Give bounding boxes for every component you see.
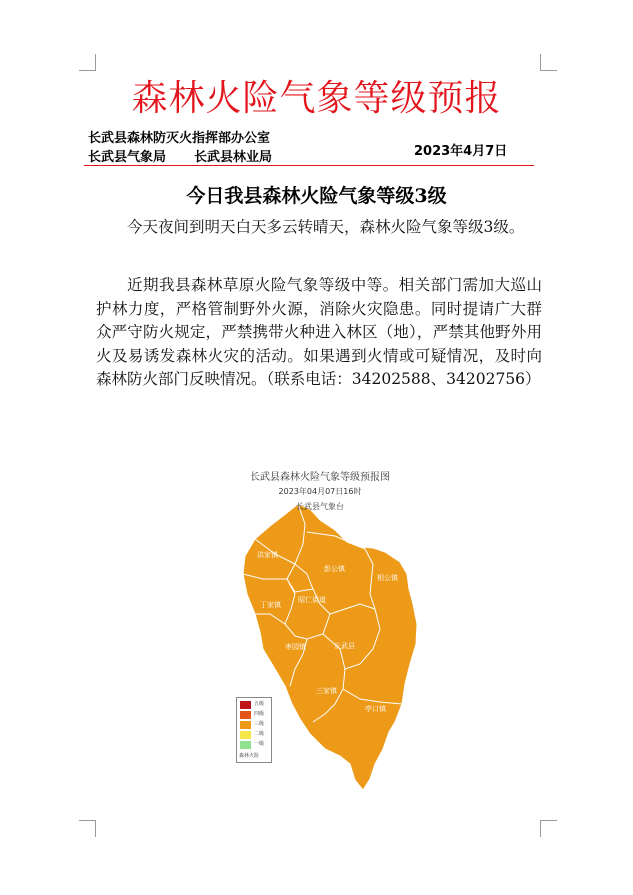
paragraph-forecast: 今天夜间到明天白天多云转晴天，森林火险气象等级3级。 [127,218,525,236]
issuer-forestry-bureau: 长武县林业局 [194,150,273,165]
crop-mark-bottom-right [540,820,557,837]
town-label-zaoyuan: 枣园镇 [285,643,306,651]
legend-label: 三级 [254,721,265,727]
map-legend [236,697,272,763]
crop-mark-top-left [79,54,96,71]
legend-label: 五级 [254,701,265,707]
legend-item [240,701,270,709]
headline: 今日我县森林火险气象等级3级 [186,185,447,207]
legend-item [240,741,270,749]
crop-mark-bottom-left [79,820,96,837]
town-label-changwu: 长武县 [334,642,355,650]
legend-item [240,721,270,729]
town-label-dingjia: 丁家镇 [260,601,281,609]
legend-swatch [240,701,251,709]
map-agency: 长武县气象台 [296,502,344,511]
issuer-line-1: 长武县森林防灭火指挥部办公室 [88,131,271,146]
paragraph-advisory: 近期我县森林草原火险气象等级中等。相关部门需加大巡山护林力度，严格管制野外火源，消除火灾隐患。同时提请广大群众严守防火规定，严禁携带火种进入林区（地），严禁其他野外用火及易诱发森林火灾的活动。如果遇到火情或可疑情况，及时向森林防火部门反映情况。（联系电话：34202588、34202756） [96,276,542,388]
document-title: 森林火险气象等级预报 [131,78,502,119]
fire-risk-map [195,464,445,804]
map-time: 2023年04月07日16时 [278,487,362,496]
crop-mark-top-right [540,54,557,71]
issuer-line-2 [88,146,300,165]
legend-swatch [240,741,251,749]
legend-label: 二级 [254,731,265,737]
legend-item [240,731,270,739]
town-label-hongjia: 洪家镇 [257,551,278,559]
town-label-pengong: 彭公镇 [324,565,345,573]
legend-swatch [240,711,251,719]
town-label-xianggong: 相公镇 [377,574,398,582]
issuer-weather-bureau: 长武县气象局 [88,150,167,165]
legend-label: 四级 [254,711,265,717]
legend-swatch [240,731,251,739]
town-label-tingkou: 亭口镇 [365,705,386,713]
town-label-sanjia: 三家镇 [316,687,337,695]
town-label-zhaoren: 昭仁街道 [298,596,326,604]
legend-item [240,711,270,719]
map-graphic [195,464,445,804]
map-title: 长武县森林火险气象等级预报图 [250,472,390,483]
issue-date: 2023年4月7日 [414,144,508,159]
legend-footer: 森林火险 [239,753,260,759]
header-divider [84,165,534,166]
legend-label: 一级 [254,741,265,747]
legend-swatch [240,721,251,729]
